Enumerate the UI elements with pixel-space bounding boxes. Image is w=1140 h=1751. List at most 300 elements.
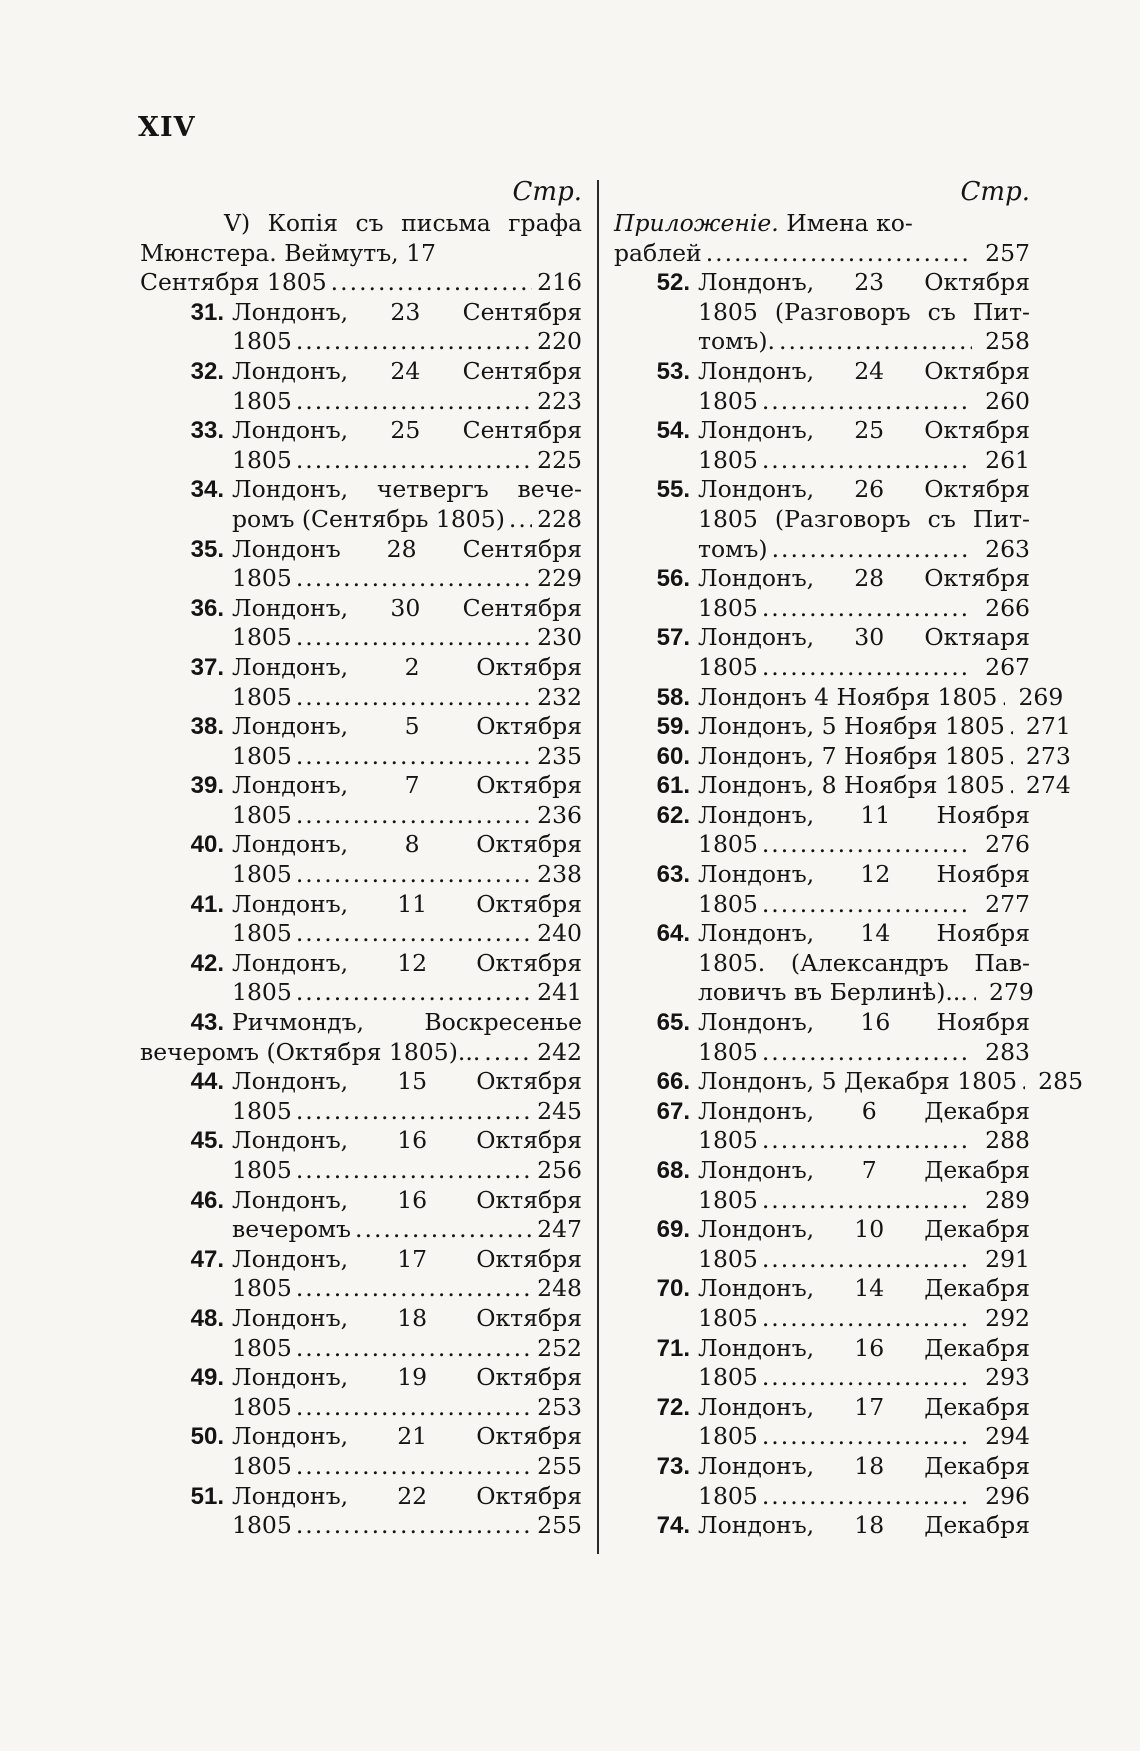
toc-entry xyxy=(140,1008,582,1067)
entry-last-text: 1805 xyxy=(232,1392,292,1421)
entry-text: Ричмондъ, Воскресенье xyxy=(232,1008,582,1037)
dot-leader xyxy=(758,1304,972,1334)
entry-last-line xyxy=(232,1215,582,1245)
toc-entry xyxy=(614,623,1030,682)
entry-last-line xyxy=(698,712,1071,742)
entry-page: 291 xyxy=(985,1244,1030,1273)
entry-last-text: Сентября 1805 xyxy=(140,268,327,297)
entry-body xyxy=(698,801,1030,860)
entry-number: 40. xyxy=(190,831,224,859)
toc-entry xyxy=(140,949,582,1008)
toc-entry xyxy=(140,1363,582,1422)
entry-number: 60. xyxy=(656,742,690,770)
entry-page: 256 xyxy=(537,1156,582,1184)
toc-entry xyxy=(614,1334,1030,1393)
entry-last-line xyxy=(698,1245,1030,1275)
entry-number: 36. xyxy=(190,594,224,622)
entry-number: 61. xyxy=(656,772,690,800)
toc-entry xyxy=(614,475,1030,564)
entry-text: Лондонъ 28 Сентября xyxy=(232,534,582,563)
entry-last-line xyxy=(698,1482,1030,1512)
entry-page: 292 xyxy=(985,1303,1030,1332)
page-number: XIV xyxy=(138,112,196,143)
entry-body xyxy=(232,1008,582,1038)
entry-body xyxy=(698,1393,1030,1452)
entry-last-line xyxy=(232,1097,582,1127)
entry-text: Лондонъ, 23 Сентября xyxy=(232,297,582,326)
dot-leader xyxy=(292,1393,532,1423)
dot-leader xyxy=(758,387,972,417)
entry-text: Лондонъ, 7 Октября xyxy=(232,771,582,800)
entry-text: Лондонъ, 10 Декабря xyxy=(698,1215,1030,1244)
entry-text: 1805 (Разговоръ съ Пит- xyxy=(698,297,1030,326)
entry-last-text: Лондонъ, 7 Ноября 1805 xyxy=(698,741,1005,770)
entry-last-text: 1805 xyxy=(698,652,758,681)
dot-leader xyxy=(758,1038,972,1068)
entry-page: 238 xyxy=(537,860,582,889)
entry-last-text: 1805 xyxy=(698,1185,758,1214)
entry-number: 67. xyxy=(656,1097,690,1125)
entry-page: 260 xyxy=(985,386,1030,415)
entry-text: Лондонъ, 12 Ноября xyxy=(698,860,1030,889)
dot-leader xyxy=(1005,742,1013,772)
entry-last-line xyxy=(140,1038,582,1068)
entry-page: 257 xyxy=(985,238,1030,267)
entry-body xyxy=(698,416,1030,475)
dot-leader xyxy=(1005,771,1013,801)
dot-leader xyxy=(775,327,972,357)
entry-text: Лондонъ, 18 Декабря xyxy=(698,1451,1030,1480)
toc-entry xyxy=(614,682,1064,713)
entry-last-line xyxy=(698,771,1071,801)
page-column-header: Стр. xyxy=(960,177,1030,207)
dot-leader xyxy=(292,1274,532,1304)
entry-last-line xyxy=(698,387,1030,417)
entry-page: 273 xyxy=(1025,741,1071,770)
toc-entry xyxy=(140,1304,582,1363)
entry-body xyxy=(698,1334,1030,1393)
entry-body xyxy=(698,1067,1084,1097)
entry-text: Лондонъ, 23 Октября xyxy=(698,268,1030,297)
entry-last-line xyxy=(698,653,1030,683)
entry-last-text: раблей xyxy=(614,238,702,267)
toc-entry xyxy=(614,1274,1030,1333)
entry-page: 258 xyxy=(985,327,1030,356)
entry-page: 276 xyxy=(985,830,1030,859)
entry-number: 53. xyxy=(656,357,690,385)
dot-leader xyxy=(758,446,972,476)
entry-page: 267 xyxy=(985,652,1030,681)
dot-leader xyxy=(758,1363,972,1393)
entry-last-text: 1805 xyxy=(698,1481,758,1510)
dot-leader xyxy=(1005,712,1013,742)
entry-last-line xyxy=(232,860,582,890)
entry-last-text: 1805 xyxy=(232,682,292,711)
toc-entry xyxy=(140,1126,582,1185)
entry-number: 57. xyxy=(656,624,690,652)
dot-leader xyxy=(758,653,972,683)
dot-leader xyxy=(292,801,532,831)
entry-last-line xyxy=(614,239,1030,269)
entry-body xyxy=(698,1274,1030,1333)
toc-entry xyxy=(140,830,582,889)
entry-text: Лондонъ, 19 Октября xyxy=(232,1363,582,1392)
entry-page: 228 xyxy=(537,504,582,533)
entry-last-line xyxy=(698,890,1030,920)
entry-text: Лондонъ, четвергъ вече- xyxy=(232,475,582,504)
entry-number: 52. xyxy=(656,269,690,297)
entry-last-text: 1805 xyxy=(232,327,292,356)
entry-last-line xyxy=(698,1304,1030,1334)
entry-last-line xyxy=(698,978,1034,1008)
entry-body xyxy=(698,1008,1030,1067)
entry-body xyxy=(232,949,582,1008)
entry-last-text: ловичъ въ Берлинѣ)... xyxy=(698,978,968,1007)
dot-leader xyxy=(292,623,532,653)
entry-last-text: 1805 xyxy=(698,830,758,859)
entry-number: 31. xyxy=(190,298,224,326)
entry-last-text: 1805 xyxy=(232,564,292,593)
entry-body xyxy=(698,623,1030,682)
entry-text: Лондонъ, 25 Октября xyxy=(698,416,1030,445)
entry-body xyxy=(232,1126,582,1185)
toc-entry xyxy=(614,712,1071,742)
entry-text: Лондонъ, 22 Октября xyxy=(232,1481,582,1510)
entry-text: Лондонъ, 21 Октября xyxy=(232,1422,582,1451)
entry-number: 48. xyxy=(190,1304,224,1332)
entry-page: 225 xyxy=(537,445,582,474)
entry-last-text: 1805 xyxy=(232,1511,292,1540)
entry-last-text: 1805 xyxy=(698,593,758,622)
toc-entry xyxy=(140,1245,582,1304)
entry-number: 46. xyxy=(190,1186,224,1214)
entry-page: 274 xyxy=(1025,771,1071,800)
entry-text: 1805 (Разговоръ съ Пит- xyxy=(698,504,1030,533)
entry-last-line xyxy=(232,1452,582,1482)
entry-number: 49. xyxy=(190,1364,224,1392)
entry-text: Лондонъ, 24 Сентября xyxy=(232,356,582,385)
entry-text: Лондонъ, 16 Ноября xyxy=(698,1008,1030,1037)
entry-last-text: 1805 xyxy=(232,1451,292,1480)
entry-body xyxy=(698,1215,1030,1274)
entry-number: 56. xyxy=(656,565,690,593)
entry-number: 70. xyxy=(656,1275,690,1303)
entry-text: Лондонъ, 30 Октяаря xyxy=(698,623,1030,652)
entry-text: Лондонъ, 16 Октября xyxy=(232,1185,582,1214)
entry-page: 266 xyxy=(985,593,1030,622)
toc-right-entries xyxy=(614,268,1084,1541)
entry-number: 71. xyxy=(656,1334,690,1362)
entry-page: 296 xyxy=(985,1481,1030,1510)
entry-number: 69. xyxy=(656,1216,690,1244)
toc-entry xyxy=(140,1067,582,1126)
toc-entry xyxy=(614,801,1030,860)
entry-mark: V) xyxy=(224,209,251,237)
entry-number: 33. xyxy=(190,417,224,445)
entry-page: 241 xyxy=(537,978,582,1007)
dot-leader xyxy=(292,1156,532,1186)
entry-last-line xyxy=(698,446,1030,476)
entry-body xyxy=(698,268,1030,357)
toc-entry xyxy=(614,564,1030,623)
entry-number: 47. xyxy=(190,1245,224,1273)
entry-number: 62. xyxy=(656,801,690,829)
toc-entry xyxy=(140,890,582,949)
toc-entry xyxy=(614,1067,1084,1097)
entry-page: 294 xyxy=(985,1422,1030,1451)
entry-text: Лондонъ, 30 Сентября xyxy=(232,593,582,622)
toc-entry xyxy=(140,594,582,653)
toc-entry xyxy=(140,357,582,416)
dot-leader xyxy=(997,683,1005,713)
dot-leader xyxy=(758,1422,972,1452)
entry-body xyxy=(232,1245,582,1304)
entry-number: 66. xyxy=(656,1068,690,1096)
dot-leader xyxy=(758,890,972,920)
entry-number: 43. xyxy=(190,1009,224,1037)
entry-last-line xyxy=(698,682,1064,713)
entry-body xyxy=(232,1067,582,1126)
entry-body xyxy=(232,771,582,830)
appendix-label: Приложеніе. xyxy=(614,209,779,237)
dot-leader xyxy=(292,742,532,772)
entry-last-line xyxy=(232,327,582,357)
entry-last-text: 1805 xyxy=(232,445,292,474)
entry-body xyxy=(698,771,1071,801)
entry-last-text: 1805 xyxy=(232,386,292,415)
toc-intro-entry xyxy=(140,209,582,298)
entry-last-text: томъ). xyxy=(698,327,776,356)
entry-number: 72. xyxy=(656,1393,690,1421)
entry-last-line xyxy=(232,1156,582,1186)
entry-number: 35. xyxy=(190,535,224,563)
entry-page: 236 xyxy=(537,800,582,829)
entry-text: Лондонъ, 7 Декабря xyxy=(698,1156,1030,1184)
entry-body xyxy=(698,741,1071,772)
entry-text: Лондонъ, 24 Октября xyxy=(698,356,1030,385)
entry-page: 255 xyxy=(537,1451,582,1480)
entry-page: 230 xyxy=(537,623,582,652)
toc-entry xyxy=(614,1511,1030,1541)
entry-body xyxy=(232,1186,582,1245)
entry-body xyxy=(698,712,1071,742)
entry-text: Имена ко- xyxy=(786,209,913,237)
entry-text: Лондонъ, 15 Октября xyxy=(232,1067,582,1096)
entry-last-line xyxy=(232,623,582,653)
entry-text: Лондонъ, 28 Октября xyxy=(698,564,1030,593)
dot-leader xyxy=(968,978,976,1008)
entry-last-line xyxy=(232,978,582,1008)
dot-leader xyxy=(758,594,972,624)
entry-last-line xyxy=(232,1393,582,1423)
entry-number: 54. xyxy=(656,417,690,445)
dot-leader xyxy=(758,1126,972,1156)
entry-body xyxy=(232,1304,582,1363)
entry-page: 279 xyxy=(988,978,1034,1007)
entry-page: 271 xyxy=(1025,712,1071,741)
entry-number: 50. xyxy=(190,1423,224,1451)
toc-entry xyxy=(140,1008,582,1038)
entry-last-line xyxy=(698,1126,1030,1156)
entry-page: 283 xyxy=(985,1037,1030,1066)
toc-entry xyxy=(614,1452,1030,1511)
entry-last-text: 1805 xyxy=(698,1037,758,1066)
dot-leader xyxy=(758,830,972,860)
entry-number: 37. xyxy=(190,653,224,681)
entry-body xyxy=(698,564,1030,623)
toc-entry xyxy=(140,535,582,594)
entry-last-line xyxy=(698,830,1030,860)
dot-leader xyxy=(292,1511,532,1541)
entry-page: 247 xyxy=(537,1215,582,1244)
entry-body xyxy=(232,594,582,653)
toc-entry xyxy=(614,268,1030,357)
entry-last-line xyxy=(232,683,582,713)
toc-entry xyxy=(614,741,1071,772)
entry-last-line xyxy=(232,919,582,949)
entry-page: 248 xyxy=(537,1274,582,1303)
entry-text: Лондонъ, 17 Декабря xyxy=(698,1392,1030,1421)
entry-number: 42. xyxy=(190,949,224,977)
entry-body xyxy=(232,1422,582,1481)
entry-last-line xyxy=(698,594,1030,624)
toc-entry xyxy=(140,1482,582,1541)
entry-last-text: ромъ (Сентябрь 1805) xyxy=(232,504,505,533)
entry-body xyxy=(232,830,582,889)
entry-number: 39. xyxy=(190,772,224,800)
toc-entry xyxy=(614,1215,1030,1274)
entry-body xyxy=(232,475,582,534)
toc-entry xyxy=(614,1393,1030,1452)
entry-page: 289 xyxy=(985,1185,1030,1214)
entry-body xyxy=(232,890,582,949)
entry-last-line xyxy=(232,742,582,772)
entry-page: 235 xyxy=(537,741,582,770)
toc-entry xyxy=(614,1008,1030,1067)
entry-last-text: Лондонъ 4 Ноября 1805 xyxy=(698,682,998,711)
entry-body xyxy=(232,712,582,771)
entry-text: Лондонъ, 5 Октября xyxy=(232,712,582,741)
entry-text: Лондонъ, 16 Октября xyxy=(232,1126,582,1155)
entry-page: 288 xyxy=(985,1126,1030,1155)
entry-number: 38. xyxy=(190,713,224,741)
entry-number: 58. xyxy=(656,683,690,711)
entry-page: 269 xyxy=(1018,682,1064,711)
entry-page: 285 xyxy=(1038,1067,1084,1096)
toc-entry xyxy=(614,1156,1030,1215)
entry-text: Лондонъ, 12 Октября xyxy=(232,948,582,977)
entry-text: Лондонъ, 11 Октября xyxy=(232,889,582,918)
entry-number: 59. xyxy=(656,713,690,741)
entry-last-line xyxy=(232,801,582,831)
entry-body xyxy=(698,860,1030,919)
dot-leader xyxy=(292,446,532,476)
dot-leader xyxy=(292,860,532,890)
dot-leader xyxy=(505,505,532,535)
entry-body xyxy=(698,1156,1030,1215)
entry-body xyxy=(232,535,582,594)
entry-text: Лондонъ, 25 Сентября xyxy=(232,416,582,445)
entry-last-text: 1805 xyxy=(232,860,292,889)
entry-last-text: вечеромъ (Октября 1805)... xyxy=(140,1037,481,1066)
entry-body xyxy=(232,653,582,712)
entry-text: Лондонъ, 17 Октября xyxy=(232,1244,582,1273)
dot-leader xyxy=(702,239,972,269)
dot-leader xyxy=(758,1186,972,1216)
entry-body xyxy=(698,475,1030,564)
entry-last-line xyxy=(232,1334,582,1364)
entry-page: 223 xyxy=(537,386,582,415)
entry-body xyxy=(698,357,1030,416)
entry-page: 293 xyxy=(985,1363,1030,1392)
entry-page: 240 xyxy=(537,919,582,948)
entry-number: 73. xyxy=(656,1452,690,1480)
toc-left-entries xyxy=(140,298,582,1541)
entry-body xyxy=(232,1482,582,1541)
toc-entry xyxy=(614,860,1030,919)
toc-entry xyxy=(140,653,582,712)
toc-entry xyxy=(140,1186,582,1245)
entry-last-text: 1805 xyxy=(232,623,292,652)
entry-last-text: 1805 xyxy=(698,386,758,415)
entry-text: Лондонъ, 8 Октября xyxy=(232,830,582,859)
entry-body xyxy=(698,1511,1030,1541)
entry-text: Копія съ письма графа Мюнстера. Веймутъ, 17 xyxy=(140,209,582,267)
toc-appendix-entry xyxy=(614,209,1030,268)
entry-number: 51. xyxy=(190,1482,224,1510)
dot-leader xyxy=(292,1334,532,1364)
dot-leader xyxy=(292,327,532,357)
entry-text: Лондонъ, 11 Ноября xyxy=(698,800,1030,829)
dot-leader xyxy=(351,1215,532,1245)
entry-last-line xyxy=(232,505,582,535)
entry-last-text: 1805 xyxy=(232,800,292,829)
entry-number: 63. xyxy=(656,861,690,889)
entry-page: 253 xyxy=(537,1392,582,1421)
entry-number: 44. xyxy=(190,1068,224,1096)
entry-page: 261 xyxy=(985,445,1030,474)
entry-text: Лондонъ, 14 Декабря xyxy=(698,1274,1030,1303)
entry-body xyxy=(698,682,1064,713)
entry-last-text: 1805 xyxy=(232,1156,292,1184)
entry-number: 32. xyxy=(190,357,224,385)
entry-last-text: 1805 xyxy=(698,1244,758,1273)
entry-page: 255 xyxy=(537,1511,582,1540)
entry-last-line xyxy=(698,1038,1030,1068)
entry-body xyxy=(698,1452,1030,1511)
toc-entry xyxy=(614,416,1030,475)
entry-last-text: 1805 xyxy=(698,1303,758,1332)
dot-leader xyxy=(480,1038,532,1068)
entry-last-text: 1805 xyxy=(232,919,292,948)
entry-text: Лондонъ, 6 Декабря xyxy=(698,1096,1030,1125)
dot-leader xyxy=(292,919,532,949)
entry-last-text: томъ) xyxy=(698,534,768,563)
entry-last-line xyxy=(698,1186,1030,1216)
entry-number: 64. xyxy=(656,920,690,948)
page-column-header: Стр. xyxy=(512,177,582,207)
entry-last-text: 1805 xyxy=(232,1333,292,1362)
entry-text: Лондонъ, 2 Октября xyxy=(232,652,582,681)
entry-number: 68. xyxy=(656,1157,690,1184)
entry-text: Лондонъ, 18 Октября xyxy=(232,1303,582,1332)
entry-last-line xyxy=(698,1422,1030,1452)
entry-last-text: 1805 xyxy=(232,1096,292,1125)
entry-page: 220 xyxy=(537,327,582,356)
entry-text: Лондонъ, 16 Декабря xyxy=(698,1333,1030,1362)
toc-entry xyxy=(140,475,582,534)
entry-body xyxy=(232,357,582,416)
